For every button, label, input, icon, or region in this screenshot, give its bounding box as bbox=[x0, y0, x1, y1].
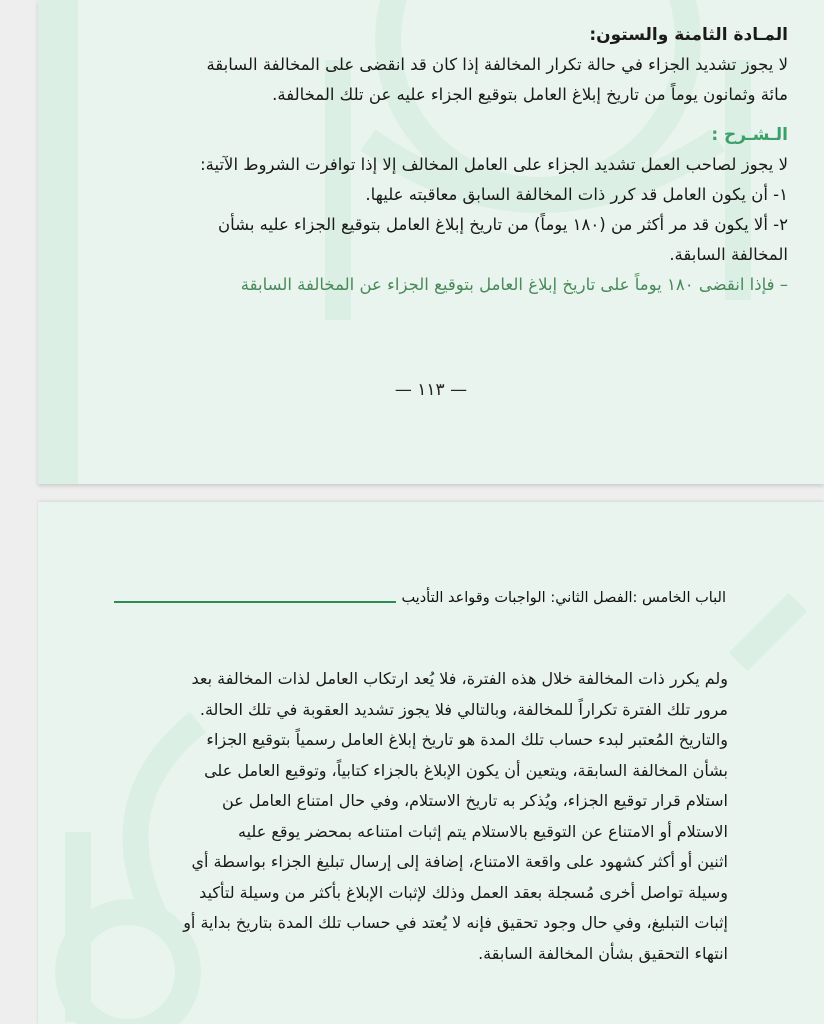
body-line: مرور تلك الفترة تكراراً للمخالفة، وبالتالي فلا يجوز تشديد العقوبة في تلك الحالة. bbox=[199, 699, 728, 719]
chapter-title: الباب الخامس :الفصل الثاني: الواجبات وقواعد التأديب bbox=[401, 590, 726, 606]
page-number: — ١١٣ — bbox=[394, 380, 468, 400]
article-heading: المـادة الثامنة والستون: bbox=[589, 25, 788, 45]
article-line: مائة وثمانون يوماً من تاريخ إبلاغ العامل بتوقيع الجزاء عليه عن تلك المخالفة. bbox=[272, 85, 788, 104]
body-line: اثنين أو أكثر كشهود على واقعة الامتناع، إضافة إلى إرسال تبليغ الجزاء بواسطة أي bbox=[191, 852, 728, 871]
bottom-page bbox=[38, 502, 824, 1024]
explanation-line: لا يجوز لصاحب العمل تشديد الجزاء على العامل المخالف إلا إذا توافرت الشروط الآتية: bbox=[200, 155, 788, 174]
explanation-note: – فإذا انقضى ١٨٠ يوماً على تاريخ إبلاغ العامل بتوقيع الجزاء عن المخالفة السابقة bbox=[240, 275, 788, 294]
body-line: الاستلام أو الامتناع عن التوقيع بالاستلام يتم إثبات امتناعه بمحضر يوقع عليه bbox=[238, 821, 728, 841]
header-divider bbox=[114, 601, 396, 603]
explanation-line: ١- أن يكون العامل قد كرر ذات المخالفة السابق معاقبته عليها. bbox=[365, 185, 788, 204]
explanation-line: ٢- ألا يكون قد مر أكثر من (١٨٠ يوماً) من تاريخ إبلاغ العامل بتوقيع الجزاء عليه بشأن bbox=[217, 215, 788, 234]
body-line: ولم يكرر ذات المخالفة خلال هذه الفترة، فلا يُعد ارتكاب العامل لذات المخالفة بعد bbox=[191, 669, 728, 688]
chapter-header bbox=[114, 590, 726, 614]
body-line: انتهاء التحقيق بشأن المخالفة السابقة. bbox=[478, 943, 728, 963]
body-line: إثبات التبليغ، وفي حال وجود تحقيق فإنه لا يُعتد في حساب تلك المدة بتاريخ بداية أو bbox=[183, 913, 728, 932]
article-block bbox=[168, 20, 788, 300]
explanation-heading: الـشـرح : bbox=[711, 125, 788, 145]
body-line: وسيلة تواصل أخرى مُسجلة بعقد العمل وذلك لإثبات الإبلاغ بأكثر من وسيلة لتأكيد bbox=[199, 882, 728, 902]
body-line: والتاريخ المُعتبر لبدء حساب تلك المدة هو تاريخ إبلاغ العامل رسمياً بتوقيع الجزاء bbox=[206, 730, 728, 749]
body-line: استلام قرار توقيع الجزاء، ويُذكر به تاريخ الاستلام، وفي حال امتناع العامل عن bbox=[222, 791, 728, 810]
body-line: بشأن المخالفة السابقة، ويتعين أن يكون الإبلاغ بالجزاء كتابياً، وتوقيع العامل على bbox=[204, 760, 728, 780]
article-line: لا يجوز تشديد الجزاء في حالة تكرار المخالفة إذا كان قد انقضى على المخالفة السابقة bbox=[206, 55, 788, 74]
explanation-line: المخالفة السابقة. bbox=[669, 245, 788, 264]
top-page bbox=[38, 0, 824, 484]
body-text bbox=[168, 664, 728, 969]
